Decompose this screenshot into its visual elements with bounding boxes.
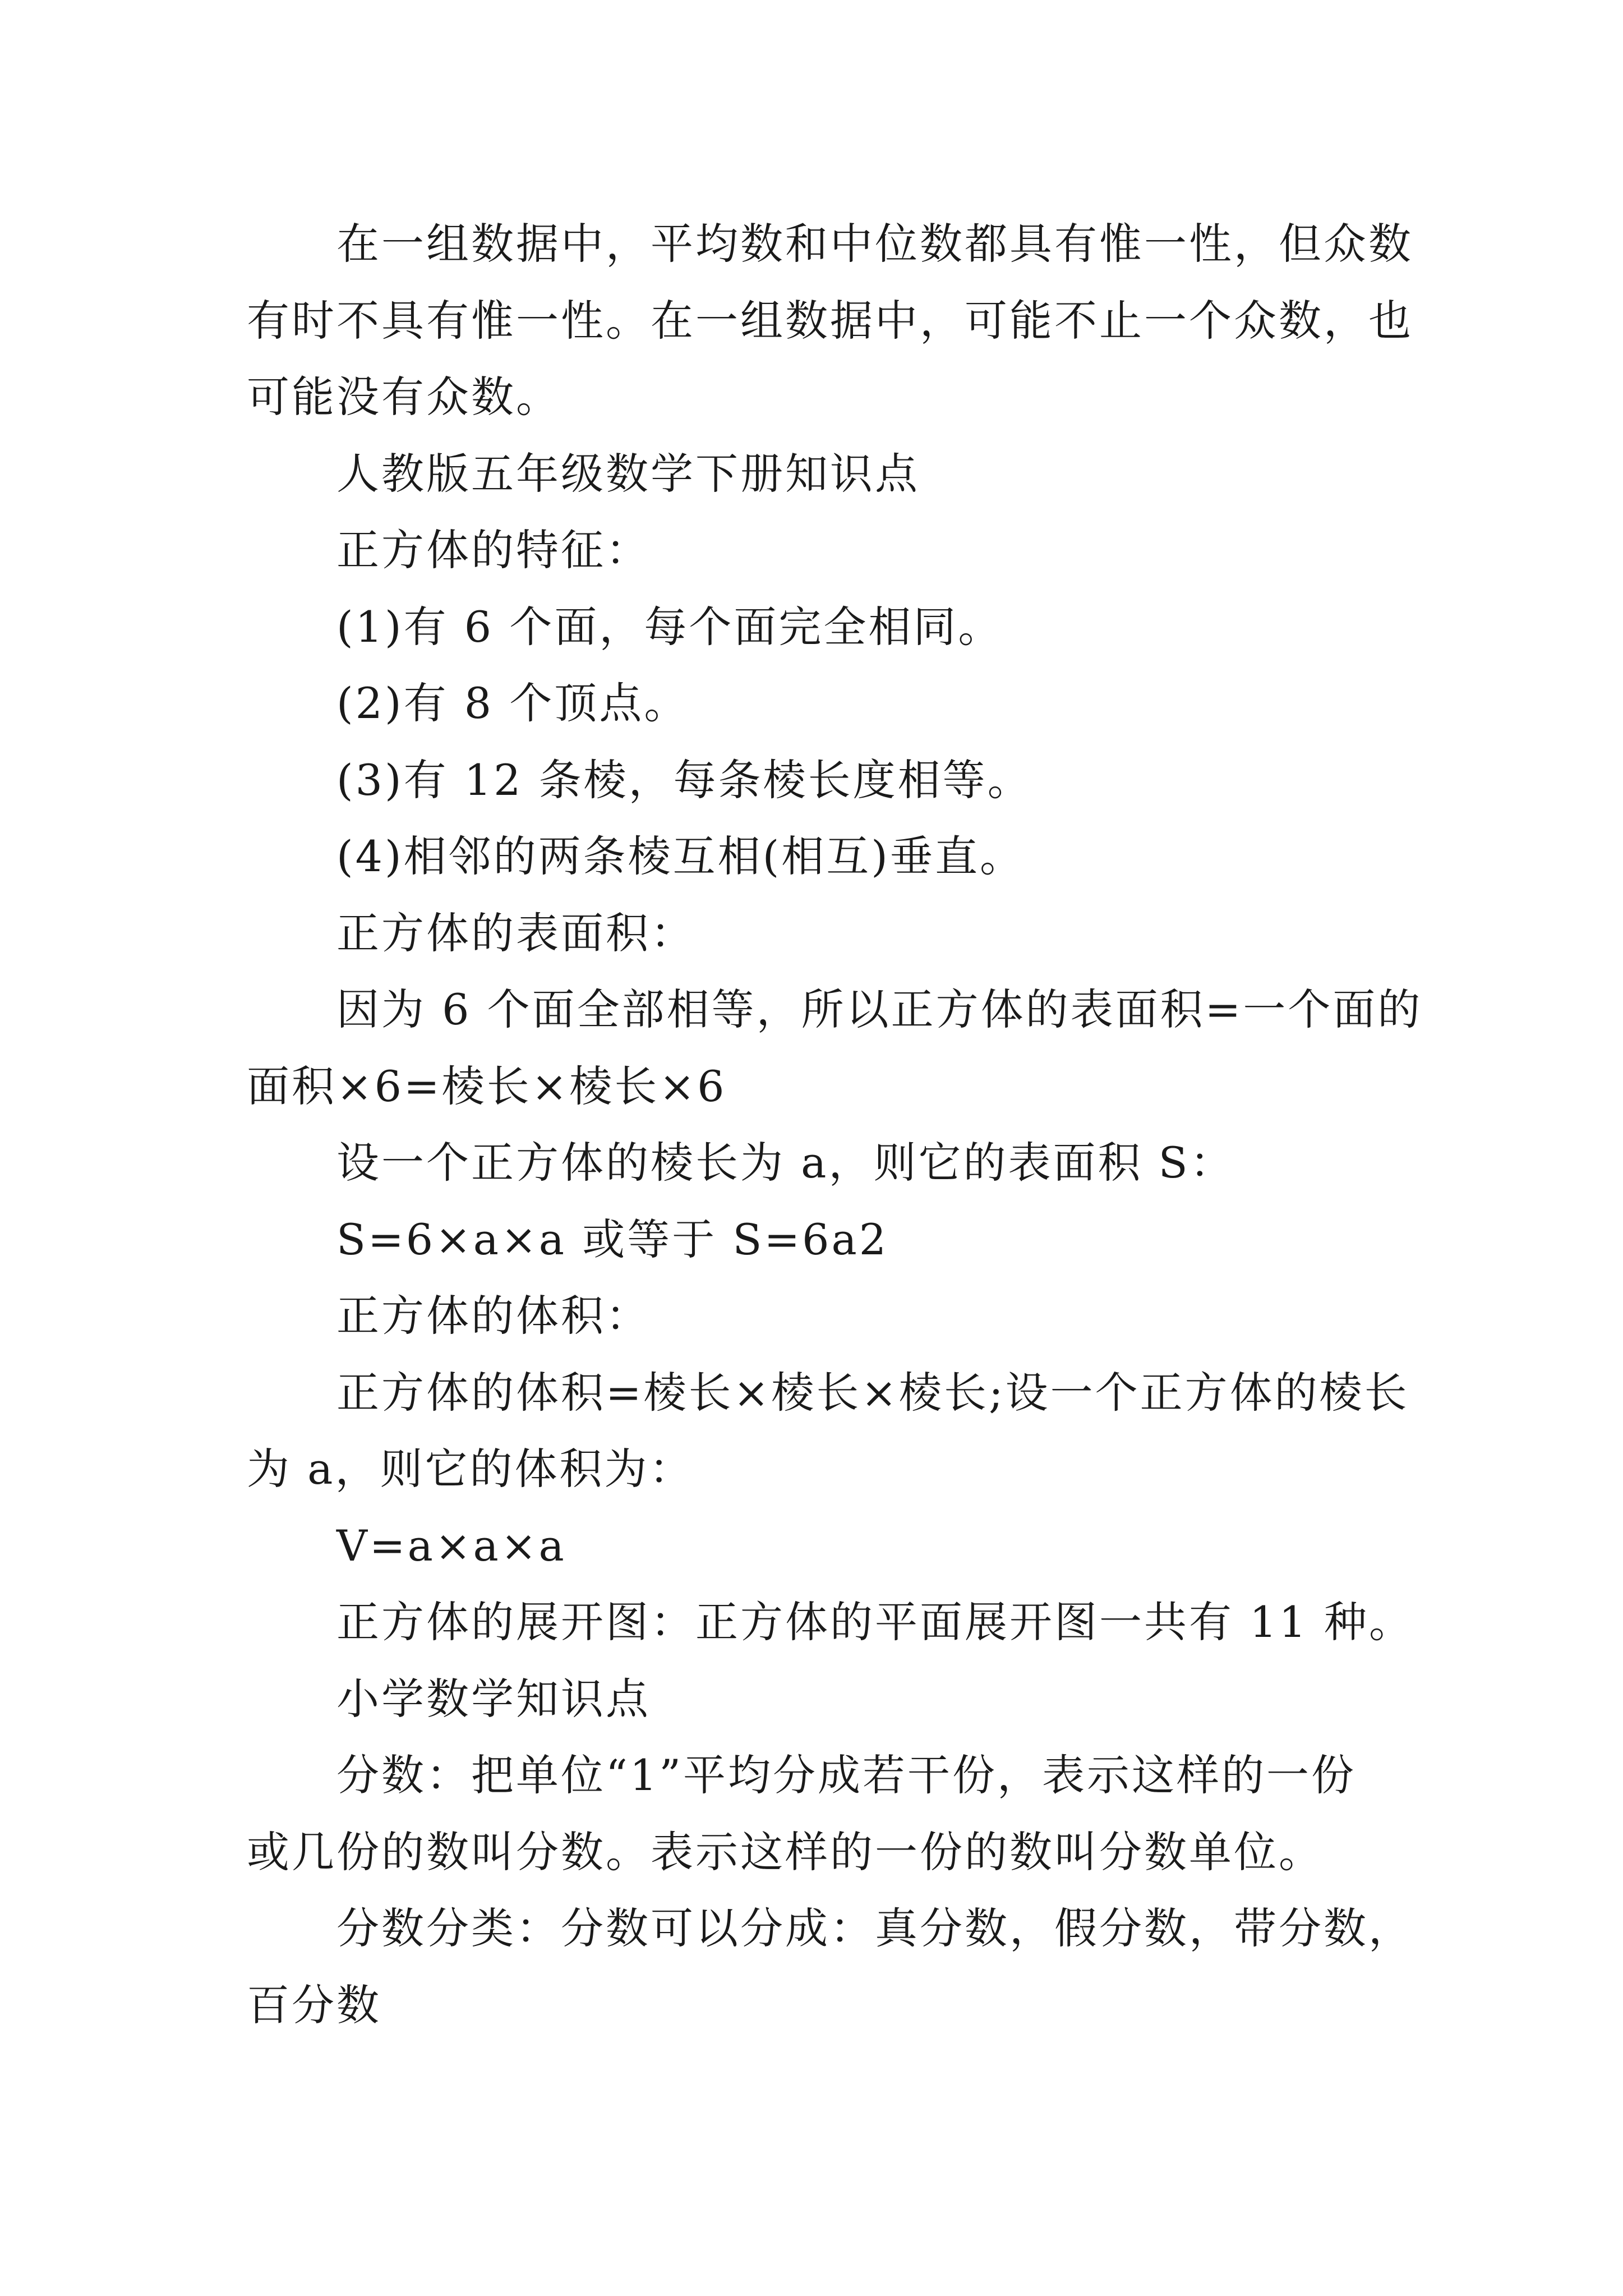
paragraph-line: 分数分类：分数可以分成：真分数，假分数，带分数，: [336, 1903, 1413, 1953]
subheading: 正方体的特征：: [336, 525, 651, 575]
list-item: (2)有 8 个顶点。: [336, 678, 689, 728]
paragraph-line: 设一个正方体的棱长为 a，则它的表面积 S：: [336, 1138, 1235, 1188]
subheading: 正方体的表面积：: [336, 908, 695, 958]
paragraph-line: 百分数: [247, 1980, 381, 2030]
paragraph-line: 因为 6 个面全部相等，所以正方体的表面积=一个面的: [336, 984, 1423, 1034]
formula-line: V=a×a×a: [336, 1521, 566, 1571]
list-item: (1)有 6 个面，每个面完全相同。: [336, 602, 1003, 652]
section-heading: 人教版五年级数学下册知识点: [336, 449, 920, 499]
subheading: 正方体的体积：: [336, 1291, 651, 1341]
formula-line: S=6×a×a 或等于 S=6a2: [336, 1214, 889, 1264]
paragraph-line: 面积×6=棱长×棱长×6: [247, 1061, 727, 1111]
paragraph-line: 正方体的展开图：正方体的平面展开图一共有 11 种。: [336, 1597, 1414, 1647]
list-item: (4)相邻的两条棱互相(相互)垂直。: [336, 831, 1025, 881]
paragraph-line: 有时不具有惟一性。在一组数据中，可能不止一个众数，也: [247, 296, 1413, 346]
paragraph-line: 为 a，则它的体积为：: [247, 1444, 694, 1494]
paragraph-line: 可能没有众数。: [247, 372, 561, 422]
paragraph-line: 在一组数据中，平均数和中位数都具有惟一性，但众数: [336, 219, 1413, 269]
paragraph-line: 分数：把单位“1”平均分成若干份，表示这样的一份: [336, 1750, 1357, 1800]
paragraph-line: 正方体的体积=棱长×棱长×棱长;设一个正方体的棱长: [336, 1368, 1409, 1418]
list-item: (3)有 12 条棱，每条棱长度相等。: [336, 755, 1032, 805]
paragraph-line: 或几份的数叫分数。表示这样的一份的数叫分数单位。: [247, 1827, 1324, 1877]
section-heading: 小学数学知识点: [336, 1674, 651, 1724]
